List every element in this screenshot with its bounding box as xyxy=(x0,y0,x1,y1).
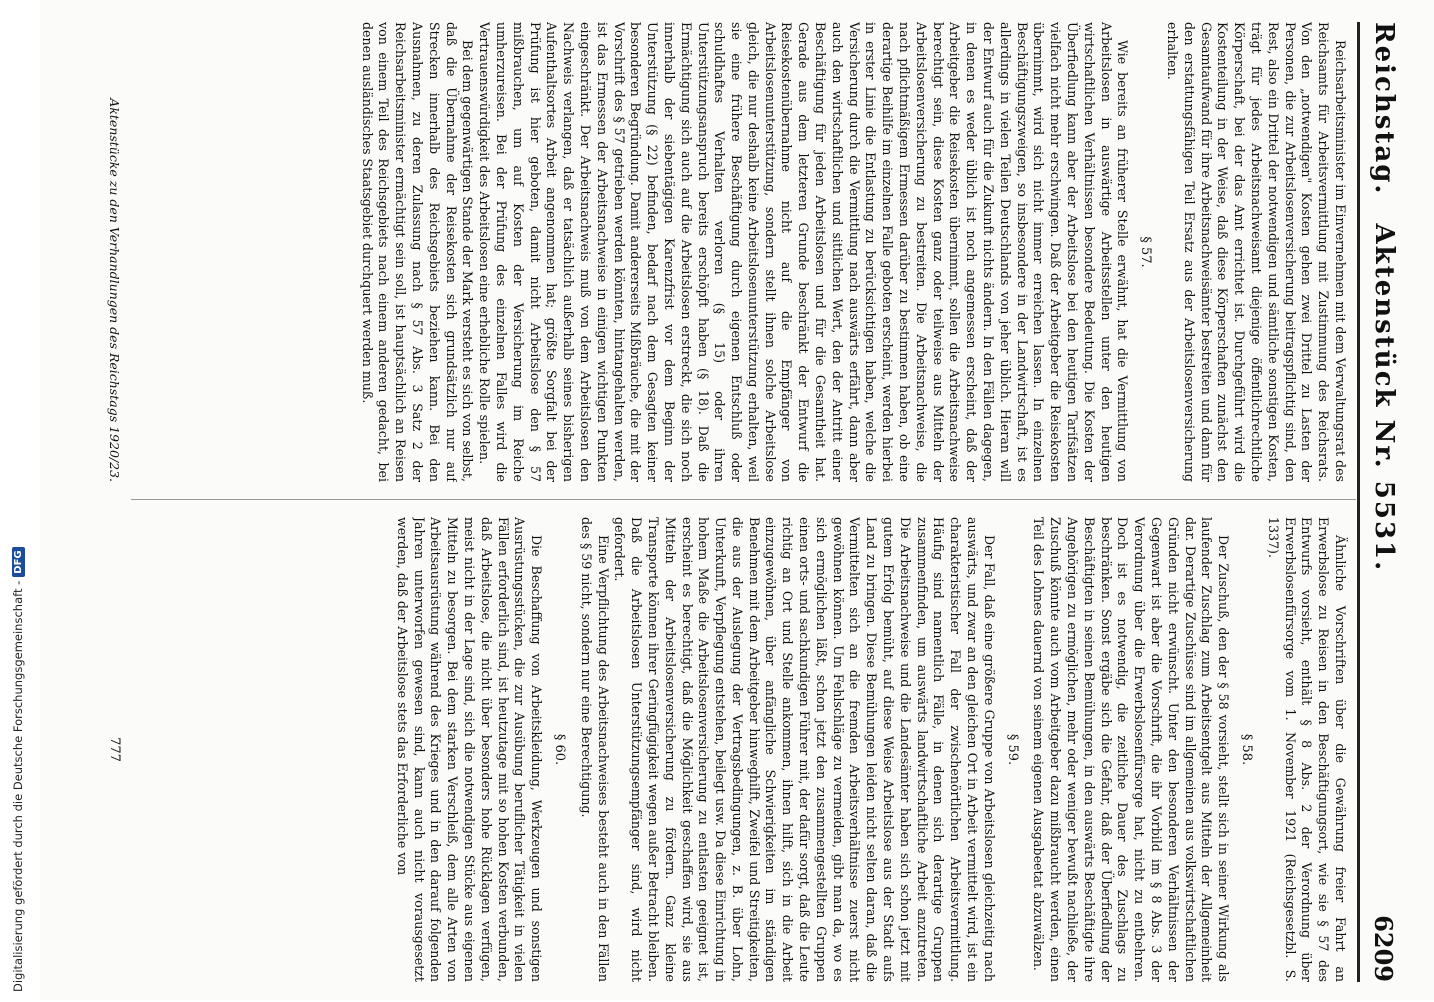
column-divider xyxy=(131,499,1356,500)
paragraph: Reichsarbeitsminister im Einvernehmen mit dem Verwaltungsrat des Reichsamts für Arbeitsvermittlung mit Zustimmung des Reichsrats. Von den „notwendigen" Kosten gehen zwei Drittel zu Lasten der Personen, die zur Arbeitslosenversicherung beitragspflichtig sind, den Rest, also ein Drittel der notwendigen und sämtliche sonstigen Kosten, trägt für jedes Arbeitsnachweisamt diejenige öffentlichrechtliche Körperschaft, bei der das Amt errichtet ist. Durchgeführt wird die Kostenteilung in der Weise, daß diese Körperschaften zunächst den Gesamtaufwand für ihre Arbeitsnachweisämter bestreiten und dann für den erstattungsfähigen Teil Ersatz aus der Arbeitslosenversicherung erhalten. xyxy=(1165,22,1348,482)
page-header xyxy=(1364,22,1404,982)
page-number: 6209 xyxy=(1369,915,1399,982)
header-rule xyxy=(1357,22,1360,982)
section-heading: § 60. xyxy=(551,733,567,766)
paragraph: Bei dem gegenwärtigen Stande der Mark versteht es sich von selbst, daß die Übernahme der Reisekosten sich grundsätzlich nur auf Strecken innerhalb des Reichsgebiets beziehen kann. Bei den Ausnahmen, zu deren Zulassung nach § 57 Abs. 3 Satz 2 der Reichsarbeitsminister ermächtigt sein soll, ist hauptsächlich an Reisen von einem Teil des Reichsgebiets nach einem anderen gedacht, bei denen ausländisches Staatsgebiet durchquert werden muß. xyxy=(359,22,476,482)
dfg-logo: DFG xyxy=(12,547,25,576)
funding-note: Digitalisierung gefördert durch die Deutsche Forschungsgemeinschaft - xyxy=(11,580,25,992)
scanned-page xyxy=(40,0,1434,1000)
section-heading: § 58. xyxy=(1239,733,1255,766)
paragraph: Eine Verpflichtung des Arbeitsnachweises besteht auch in den Fällen des § 59 nicht, sondern nur eine Berechtigung. xyxy=(578,517,611,982)
paragraph: Der Zuschuß, den der § 58 vorsieht, stellt sich in seiner Wirkung als laufender Zuschlag zum Arbeitsentgelt aus Mitteln der Allgemeinheit dar. Derartige Zuschüsse sind im allgemeinen aus volkswirtschaftlichen Gründen nicht erwünscht. Unter den besonderen Verhältnissen der Gegenwart ist aber die Vorschrift, die ihr Vorbild im § 8 Abs. 3 der Verordnung über die Erwerbslosenfürsorge hat, nicht zu entbehren. Doch ist es notwendig, die zeitliche Dauer des Zuschlags zu beschränken. Sonst ergäbe sich die Gefahr, daß der Überfiedlung der Beschäftigten in seinen Bemühungen, in den auswärts Beschäftigte ihre Angehörigen zu ermöglichen, mehr oder weniger bewußt nachließe, der Zuschuß könnte auch vom Arbeitgeber dazu mißbraucht werden, einen Teil des Lohnes dauernd von seinem eigenen Ausgabeetat abzuwälzen. xyxy=(1031,517,1232,982)
right-column xyxy=(128,517,1348,982)
section-heading: § 57. xyxy=(1138,236,1154,268)
paragraph: Ähnliche Vorschriften über die Gewährung freier Fahrt an Erwerbslose zu Reisen in den Beschäftigungsort, wie sie § 57 des Entwurfs vorsieht, enthält § 8 Abs. 2 der Verordnung über Erwerbslosenfürsorge vom 1. November 1921 (Reichsgesetzbl. S. 1337). xyxy=(1265,517,1348,982)
section-heading: § 59. xyxy=(1004,733,1020,766)
footer-document-reference: Aktenstücke zu den Verhandlungen des Reichstags 1920/23. xyxy=(107,98,122,482)
left-column xyxy=(128,22,1348,482)
dfg-funding-strip xyxy=(0,0,40,1000)
footer-sheet-number: 777 xyxy=(107,737,122,762)
page-content xyxy=(98,2,1418,1002)
journal-title: Reichstag. xyxy=(1369,22,1399,196)
document-title: Aktenstück Nr. 5531. xyxy=(1369,223,1399,573)
paragraph: Wie bereits an früherer Stelle erwähnt, hat die Vermittlung von Arbeitslosen in auswärtige Arbeitsstellen unter den heutigen wirtschaftlichen Verhältnissen besondere Bedeutung. Die Kosten der Überfiedlung kann aber der Arbeitslose bei den heutigen Tarifsätzen vielfach nicht mehr erschwingen. Daß der Arbeitgeber die Reisekosten übernimmt, wird sich nicht immer erreichen lassen. In einzelnen Beschäftigungszweigen, so insbesondere in der Landwirtschaft, ist es allerdings in vielen Teilen Deutschlands von jeher üblich. Hieran will der Entwurf auch für die Zukunft nichts ändern. In den Fällen dagegen, in denen es weder üblich ist noch angemessen erscheint, daß der Arbeitgeber die Reisekosten übernimmt, sollen die Arbeitsnachweise berechtigt sein, diese Kosten ganz oder teilweise aus Mitteln der Arbeitslosenversicherung zu bestreiten. Die Arbeitsnachweise, die nach pflichtmäßigem Ermessen darüber zu bestimmen haben, ob eine derartige Beihilfe im einzelnen Falle geboten erscheint, werden hierbei in erster Linie die Entlastung zu berücksichtigen haben, welche die Versicherung durch die Vermittlung nach auswärts erfährt, dann aber auch den wirtschaftlichen und sittlichen Wert, den der Antritt einer Beschäftigung für jeden Arbeitslosen und für die Gesamtheit hat. Gerade aus dem letzteren Grunde beschränkt der Entwurf die Reisekostenübernahme nicht auf die Empfänger von Arbeitslosenunterstützung, sondern stellt ihnen solche Arbeitslose gleich, die nur deshalb keine Arbeitslosenunterstützung erhalten, weil sie eine frühere Beschäftigung durch eigenen Entschluß oder schuldhaftes Verhalten verloren (§ 15) oder ihren Unterstützungsanspruch bereits erschöpft haben (§ 18). Daß die Ermächtigung sich auch auf die Arbeitslosen erstreckt, die sich noch innerhalb der siebentägigen Karenzfrist vor dem Beginn der Unterstützung (§ 22) befinden, bedarf nach dem Gesagten keiner besonderen Begründung. Damit andererseits Mißbräuche, die mit der Vorschrift des § 57 getrieben werden könnten, hintangehalten werden, ist das Ermessen der Arbeitsnachweise in einigen wichtigen Punkten eingeschränkt. Der Arbeitsnachweis muß von dem Arbeitslosen den Nachweis verlangen, daß er tatsächlich außerhalb seines bisherigen Aufenthaltsortes Arbeit angenommen hat; größte Sorgfalt bei der Prüfung ist hier geboten, damit nicht Arbeitslose den § 57 mißbrauchen, um auf Kosten der Versicherung im Reiche umherzureisen. Bei der Prüfung des einzelnen Falles wird die Vertrauenswürdigkeit des Arbeitslosen eine erhebliche Rolle spielen. xyxy=(477,22,1131,482)
paragraph: Der Fall, daß eine größere Gruppe von Arbeitslosen gleichzeitig nach auswärts, und zwar an den gleichen Ort in Arbeit vermittelt wird, ist ein charakteristischer Fall der zwischenörtlichen Arbeitsvermittlung. Häufig sind namentlich Fälle, in denen sich derartige Gruppen zusammenfinden, um auswärts landwirtschaftliche Arbeit anzutreten. Die Arbeitsnachweise und die Landesämter haben sich schon jetzt mit gutem Erfolg bemüht, auf diese Weise Arbeitslose aus der Stadt aufs Land zu bringen. Diese Bemühungen leiden nicht selten daran, daß die Vermittelten sich an die fremden Arbeitsverhältnisse zuerst nicht gewöhnen können. Um Fehlschläge zu vermeiden, gibt man da, wo es sich ermöglichen läßt, schon jetzt den zusammengestellten Gruppen einen orts- und sachkundigen Führer mit, der dafür sorgt, daß die Leute richtig an Ort und Stelle ankommen, ihnen hilft, sich in die Arbeit einzugewöhnen, über anfängliche Schwierigkeiten im ständigen Benehmen mit dem Arbeitgeber hinweghilft, Zweifel und Streitigkeiten, die aus der Auslegung der Vertragsbedingungen, z. B. über Lohn, Unterkunft, Verpflegung entstehen, beilegt usw. Da diese Einrichtung in hohem Maße die Arbeitslosenversicherung zu entlasten geeignet ist, erscheint es berechtigt, daß die Möglichkeit geschaffen wird, sie aus Mitteln der Arbeitslosenversicherung zu fördern. Ganz kleine Transporte können ihrer Geringfügigkeit wegen außer Betracht bleiben. Daß die Arbeitslosen Unterstützungsempfänger sind, wird nicht gefordert. xyxy=(612,517,997,982)
paragraph: Die Beschaffung von Arbeitskleidung, Werkzeugen und sonstigen Ausrüstungsstücken, die zur Ausübung beruflicher Tätigkeit in vielen Fällen erforderlich sind, ist heutzutage mit so hohen Kosten verbunden, daß Arbeitslose, die nicht über besonders hohe Rücklagen verfügen, meist nicht in der Lage sind, sich die notwendigen Stücke aus eigenen Mitteln zu besorgen. Bei dem starken Verschleiß, dem alle Arten von Arbeitsausrüstung während des Krieges und in den darauf folgenden Jahren unterworfen gewesen sind, kann auch nicht vorausgesetzt werden, daß der Arbeitslose stets das Erforderliche von xyxy=(394,517,545,982)
